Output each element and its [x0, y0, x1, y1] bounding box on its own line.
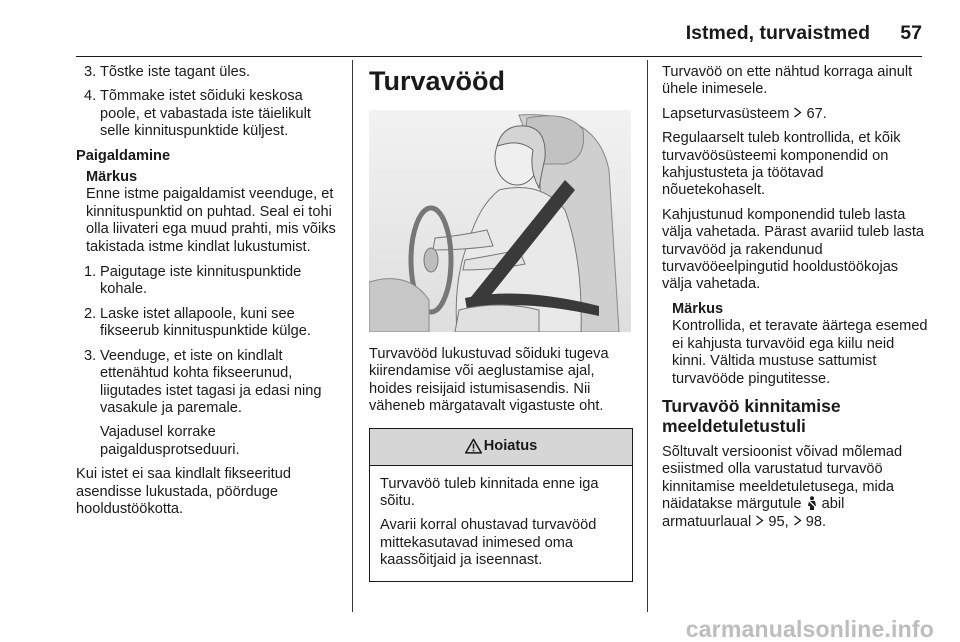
removal-steps [76, 64, 342, 141]
page-reference-icon [793, 107, 802, 118]
page-header [0, 0, 960, 56]
note-block [662, 301, 930, 388]
section-title-turvavood: Turvavööd [369, 66, 506, 96]
page-reference-link[interactable]: 95, [768, 513, 789, 530]
column-2 [369, 64, 633, 582]
seatbelt-reminder-icon [806, 496, 818, 510]
paragraph: Regulaarselt tuleb kontrollida, et kõik turvavöösüsteemi komponendid on kahjustusteta ja töötavad nõuetekohaselt. [662, 130, 901, 199]
column-divider-1 [352, 60, 353, 612]
column-3 [662, 64, 930, 538]
paragraph-with-reference: Sõltuvalt versioonist võivad mõlemad esiistmed olla varustatud turvavöö kinnitamise meeldetuletusega, mida näidatakse märgutule abil armatuurlaual 95, 98. [662, 443, 903, 530]
page-reference-link[interactable]: 67. [806, 105, 827, 122]
warning-header [370, 429, 632, 466]
note-text: Kontrollida, et teravate äärtega esemed ei kahjusta turvavöid ega kiilu neid kinni. Vältida mustuse sattumist turvavööde pingutitesse. [672, 318, 928, 387]
note-block [76, 169, 342, 256]
list-item: 4. Tõmmake istet sõiduki keskosa poole, et vabastada iste täielikult selle kinnituspunktide küljest. [84, 88, 311, 140]
list-item: 3. Veenduge, et iste on kindlalt ettenähtud kohta fikseerunud, liigutades istet tagasi ja edasi ning vasakule ja paremale. Vajadusel korrake paigaldusprotseduuri. [76, 348, 342, 459]
warning-box [369, 428, 633, 582]
chapter-title: Istmed, turvaistmed [685, 22, 870, 44]
page-number: 57 [900, 22, 922, 44]
list-item: 2. Laske istet allapoole, kuni see fikseerub kinnituspunktide külge. [84, 305, 311, 340]
section-heading-paigaldamine: Paigaldamine [76, 147, 171, 164]
paragraph-with-reference: Lapseturvasüsteem 67. [662, 105, 827, 122]
column-1 [76, 64, 342, 525]
intro-paragraph: Turvavööd lukustuvad sõiduki tugeva kiirendamise või aeglustamise ajal, hoides reisijaid istumisasendis. Nii väheneb märgatavalt vigastuste oht. [369, 346, 609, 415]
closing-paragraph: Kui istet ei saa kindlalt fikseeritud asendisse lukustada, pöörduge hooldustöökotta. [76, 466, 291, 517]
step-subnote: Vajadusel korrake paigaldusprotseduuri. [100, 424, 240, 458]
note-label: Märkus [86, 169, 138, 186]
install-steps [76, 264, 342, 459]
page-reference-icon [755, 515, 764, 526]
seatbelt-illustration [369, 110, 631, 332]
list-item: 1. Paigutage iste kinnituspunktide kohale. [84, 264, 302, 298]
page-reference-link[interactable]: 98. [805, 513, 827, 530]
watermark: carmanualsonline.info [685, 615, 934, 642]
page-reference-icon [793, 515, 802, 526]
warning-body [370, 466, 632, 581]
warning-paragraph: Avarii korral ohustavad turvavööd mittekasutavad inimesed oma kaassõitjaid ja iseennast. [380, 517, 597, 569]
list-item: 3. Tõstke iste tagant üles. [84, 64, 251, 80]
warning-icon [465, 438, 482, 455]
warning-paragraph: Turvavöö tuleb kinnitada enne iga sõitu. [380, 475, 599, 510]
subsection-title: Turvavöö kinnitamise meeldetuletustuli [662, 395, 841, 436]
note-text: Enne istme paigaldamist veenduge, et kinnituspunktid on puhtad. Seal ei tohi olla liivateri ega muud prahti, mis võiks takistada istme kindlat lukustumist. [86, 186, 336, 255]
warning-title: Hoiatus [483, 437, 538, 454]
column-divider-2 [647, 60, 648, 612]
paragraph: Kahjustunud komponendid tuleb lasta välja vahetada. Pärast avariid tuleb lasta turvavööd ja rakendunud turvavööeelpingutid hooldustöökojas välja vahetada. [662, 206, 925, 293]
header-rule [76, 56, 922, 57]
driver-seatbelt-image [369, 110, 631, 332]
note-label: Märkus [672, 300, 724, 317]
paragraph: Turvavöö on ette nähtud korraga ainult ühele inimesele. [662, 64, 913, 98]
